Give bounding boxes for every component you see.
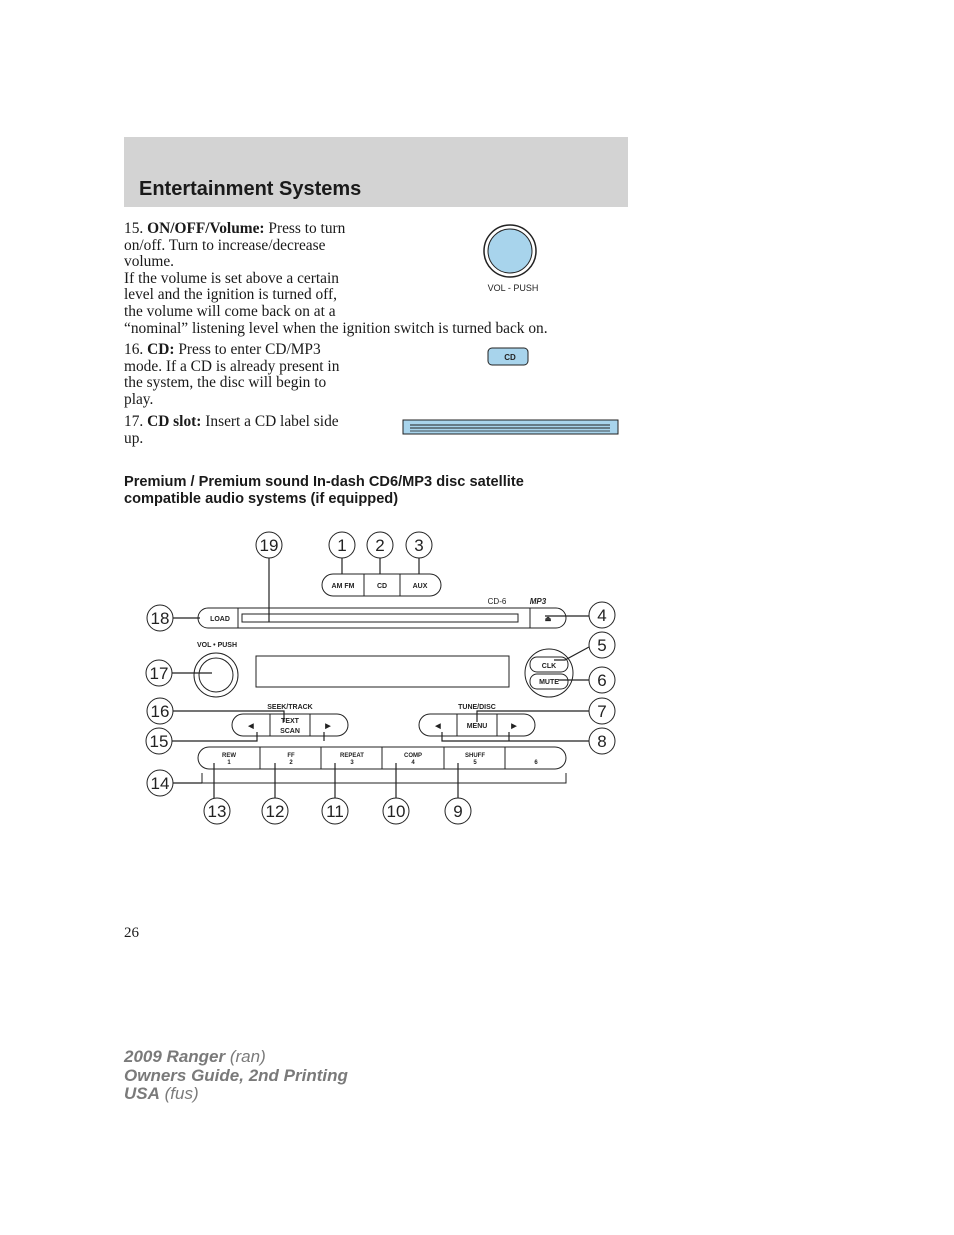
bezel-line (202, 773, 566, 783)
callout-10: 10 (386, 802, 406, 821)
footer-line-1 (124, 1048, 348, 1067)
footer-guide: Owners Guide, 2nd Printing (124, 1065, 348, 1085)
subheading: Premium / Premium sound In-dash CD6/MP3 disc satellite compatible audio systems (if equipped) (124, 474, 524, 507)
menu-label: MENU (466, 723, 488, 730)
seek-left-arrow-icon: ◀ (248, 723, 254, 730)
item-15-line: on/off. Turn to increase/decrease (124, 236, 326, 254)
item-15-line: level and the ignition is turned off, (124, 286, 338, 304)
vol-push-label: VOL - PUSH (487, 283, 539, 293)
item-17-line: up. (124, 429, 144, 447)
preset-2-name: FF (287, 753, 295, 759)
item-15-line: If the volume is set above a certain (124, 269, 339, 287)
callout-9: 9 (453, 802, 463, 821)
callout-8: 8 (597, 732, 607, 751)
callout-3: 3 (414, 536, 424, 555)
item-16-number: 16. (124, 341, 144, 358)
cd-button-illustration (486, 346, 532, 368)
tune-right-arrow-icon: ▶ (511, 723, 517, 730)
footer-model-code: (ran) (225, 1047, 266, 1066)
section-title: Entertainment Systems (139, 178, 362, 200)
preset-2-num: 2 (289, 760, 293, 766)
footer-line-3 (124, 1085, 348, 1104)
item-16-line: the system, the disc will begin to (124, 374, 327, 392)
clk-label: CLK (541, 663, 557, 670)
preset-6-num: 6 (534, 760, 538, 766)
vol-knob-outer (194, 653, 238, 697)
item-15-line: “nominal” listening level when the ignition switch is turned back on. (124, 319, 548, 337)
preset-5-num: 5 (473, 760, 477, 766)
clk-mute-ring (525, 649, 573, 697)
mp3-logo: MP3 (529, 597, 547, 606)
item-15-line: the volume will come back on at a (124, 302, 336, 320)
preset-4-num: 4 (411, 760, 415, 766)
footer (124, 1048, 348, 1104)
vol-knob-inner (199, 658, 233, 692)
am-fm-label: AM FM (331, 583, 355, 590)
item-17-label: CD slot: (147, 413, 202, 430)
tune-left-arrow-icon: ◀ (435, 723, 441, 730)
item-16-text (124, 342, 374, 408)
load-label: LOAD (210, 616, 230, 623)
item-16-line: play. (124, 390, 154, 408)
preset-1-name: REW (222, 753, 236, 759)
callout-19: 19 (259, 536, 279, 555)
item-17-line: Insert a CD label side (201, 413, 339, 430)
callout-16: 16 (150, 702, 170, 721)
callout-5: 5 (597, 636, 607, 655)
volume-knob-illustration (470, 222, 560, 297)
callout-2: 2 (375, 536, 385, 555)
seek-right-arrow-icon: ▶ (325, 723, 331, 730)
preset-5-name: SHUFF (465, 753, 485, 759)
eject-icon: ⏏ (544, 616, 552, 623)
mute-label: MUTE (539, 679, 559, 686)
cd-slot-illustration (402, 419, 622, 437)
leader-5 (554, 647, 589, 660)
callout-17: 17 (149, 664, 169, 683)
cd6-label: CD-6 (487, 597, 507, 606)
callout-1: 1 (337, 536, 347, 555)
item-16-line: Press to enter CD/MP3 (174, 341, 321, 358)
callout-13: 13 (207, 802, 227, 821)
knob-icon (488, 229, 532, 273)
text-label: TEXT (281, 718, 299, 725)
item-15-line: volume. (124, 253, 175, 271)
vol-push-diagram-label: VOL • PUSH (196, 642, 238, 649)
preset-1-num: 1 (227, 760, 231, 766)
footer-market-code: (fus) (159, 1084, 199, 1103)
footer-model: 2009 Ranger (124, 1047, 226, 1066)
disc-slot (242, 614, 518, 622)
callout-12: 12 (265, 802, 285, 821)
leader-7 (477, 711, 589, 722)
preset-3-name: REPEAT (340, 753, 364, 759)
preset-4-name: COMP (404, 753, 422, 759)
page-number: 26 (124, 925, 139, 941)
preset-3-num: 3 (350, 760, 354, 766)
cd-slot-icon (403, 420, 618, 434)
display-window (256, 656, 509, 687)
footer-market: USA (124, 1084, 160, 1103)
aux-label: AUX (412, 583, 428, 590)
cd-slot-bar (198, 608, 566, 628)
item-15-line: Press to turn (264, 220, 346, 237)
item-16-line: mode. If a CD is already present in (124, 357, 340, 375)
callout-15: 15 (149, 732, 169, 751)
radio-diagram (140, 525, 620, 830)
item-17-text (124, 414, 374, 447)
item-15-number: 15. (124, 220, 144, 237)
item-17-number: 17. (124, 413, 144, 430)
leader-16 (172, 711, 284, 722)
item-16-label: CD: (147, 341, 175, 358)
callout-11: 11 (326, 802, 344, 821)
item-15-label: ON/OFF/Volume: (147, 220, 265, 237)
callout-14: 14 (150, 774, 170, 793)
footer-line-2 (124, 1067, 348, 1086)
callout-7: 7 (597, 702, 607, 721)
callout-6: 6 (597, 671, 607, 690)
callout-18: 18 (150, 609, 170, 628)
cd-label: CD (376, 583, 388, 590)
scan-label: SCAN (280, 728, 300, 735)
cd-button-label: CD (504, 353, 516, 362)
callout-4: 4 (597, 606, 607, 625)
tune-disc-label: TUNE/DISC (458, 704, 496, 711)
seek-track-label: SEEK/TRACK (267, 704, 313, 711)
